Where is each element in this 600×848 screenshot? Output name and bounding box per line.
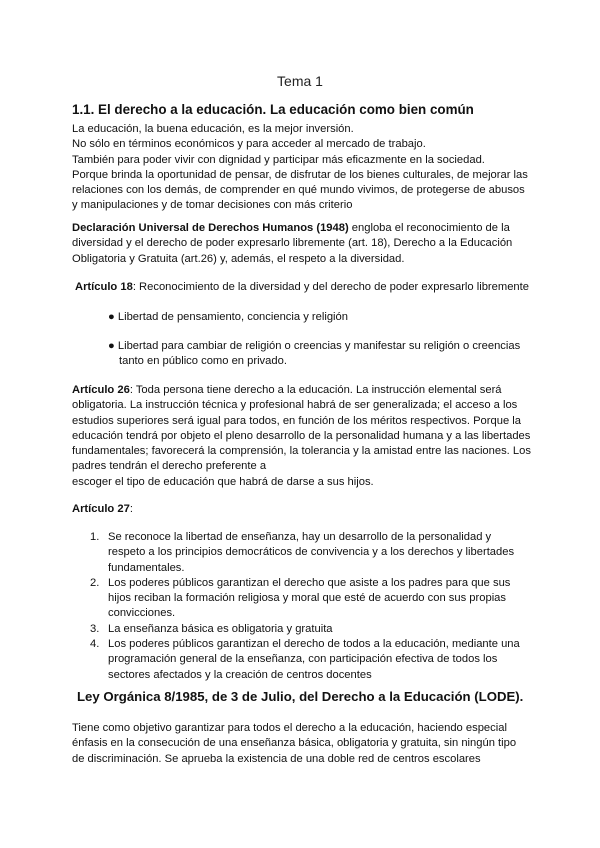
intro-line: También para poder vivir con dignidad y participar más eficazmente en la sociedad.: [72, 153, 485, 166]
bullet-text: ● Libertad de pensamiento, conciencia y religión: [108, 311, 348, 323]
section-heading: 1.1. El derecho a la educación. La educación como bien común: [72, 102, 474, 117]
list-line: respeto a los principios democráticos de convivencia y a los derechos y libertades: [108, 546, 515, 559]
law-line: de discriminación. Se aprueba la existencia de una doble red de centros escolares: [72, 752, 481, 765]
article27-label: Artículo 27: [72, 503, 130, 515]
declaration-line: [72, 221, 542, 236]
intro-line: relaciones con los demás, de comprender en qué mundo vivimos, de protegerse de abusos: [72, 184, 525, 197]
topic-title: Tema 1: [277, 73, 323, 89]
article26-line: estudios superiores será igual para todos, en función de los méritos respectivos. Porque la: [72, 414, 521, 427]
law-heading: Ley Orgánica 8/1985, de 3 de Julio, del Derecho a la Educación (LODE).: [77, 689, 524, 704]
article26-line: escoger el tipo de educación que habrá de darse a sus hijos.: [72, 475, 374, 488]
article18-bullet: [108, 339, 538, 370]
article26-line: padres tendrán el derecho preferente a: [72, 460, 267, 473]
list-item: [90, 622, 540, 637]
intro-line: No sólo en términos económicos y para acceder al mercado de trabajo.: [72, 138, 426, 151]
list-number: 1.: [90, 531, 100, 543]
intro-paragraph: [72, 122, 542, 214]
article18-heading: [75, 280, 545, 295]
list-number: 3.: [90, 622, 100, 635]
article27-colon: :: [129, 503, 133, 515]
article27-heading: [72, 502, 542, 517]
article26-paragraph: [72, 383, 542, 490]
declaration-line: Obligatoria y Gratuita (art.26) y, además, el respeto a la diversidad.: [72, 252, 405, 265]
declaration-text: engloba el reconocimiento de la: [348, 222, 510, 234]
article18-label: Artículo 18: [75, 281, 133, 293]
article26-line: educación tendrá por objeto el pleno desarrollo de la personalidad humana y a las libertades: [72, 429, 531, 442]
list-line: fundamentales.: [108, 561, 185, 574]
declaration-paragraph: [72, 221, 542, 267]
list-line: sectores afectados y la creación de centros docentes: [108, 668, 372, 681]
declaration-title: Declaración Universal de Derechos Humanos (1948): [72, 222, 349, 234]
intro-line: La educación, la buena educación, es la mejor inversión.: [72, 123, 354, 135]
law-line: Tiene como objetivo garantizar para todos el derecho a la educación, haciendo especial: [72, 722, 507, 734]
article26-line: fundamentales; favorecerá la comprensión, la tolerancia y la amistad entre las naciones. Los: [72, 445, 531, 458]
intro-line: Porque brinda la oportunidad de pensar, de disfrutar de los bienes culturales, de mejorar las: [72, 168, 528, 181]
list-line: hijos reciban la formación religiosa y moral que esté de acuerdo con sus propias: [108, 592, 506, 605]
list-item: [90, 637, 540, 683]
bullet-text: ● Libertad para cambiar de religión o creencias y manifestar su religión o creencias: [108, 340, 521, 352]
article27-list: [90, 530, 540, 683]
list-line: Se reconoce la libertad de enseñanza, hay un desarrollo de la personalidad y: [108, 531, 492, 543]
article18-text: : Reconocimiento de la diversidad y del derecho de poder expresarlo libremente: [132, 281, 529, 293]
list-number: 2.: [90, 576, 100, 589]
list-line: La enseñanza básica es obligatoria y gratuita: [108, 622, 333, 635]
list-number: 4.: [90, 638, 100, 651]
intro-line: y manipulaciones y de tomar decisiones con más criterio: [72, 199, 353, 212]
list-line: Los poderes públicos garantizan el derecho de todos a la educación, mediante una: [108, 638, 520, 651]
article26-line: obligatoria. La instrucción técnica y profesional habrá de ser generalizada; el acceso a los: [72, 399, 518, 412]
list-line: programación general de la enseñanza, con participación efectiva de todos los: [108, 653, 498, 666]
list-item: [90, 530, 540, 576]
article26-text: : Toda persona tiene derecho a la educación. La instrucción elemental será: [129, 384, 502, 396]
law-line: énfasis en la consecución de una enseñanza básica, obligatoria y gratuita, sin ningún tipo: [72, 737, 517, 750]
list-item: [90, 576, 540, 622]
declaration-line: diversidad y el derecho de poder expresarlo libremente (art. 18), Derecho a la Educación: [72, 237, 513, 250]
list-line: convicciones.: [108, 607, 176, 620]
list-line: Los poderes públicos garantizan el derecho que asiste a los padres para que sus: [108, 576, 511, 589]
article26-label: Artículo 26: [72, 384, 130, 396]
law-paragraph: [72, 721, 542, 767]
article18-bullet: [108, 310, 538, 325]
bullet-text: tanto en público como en privado.: [119, 355, 287, 368]
